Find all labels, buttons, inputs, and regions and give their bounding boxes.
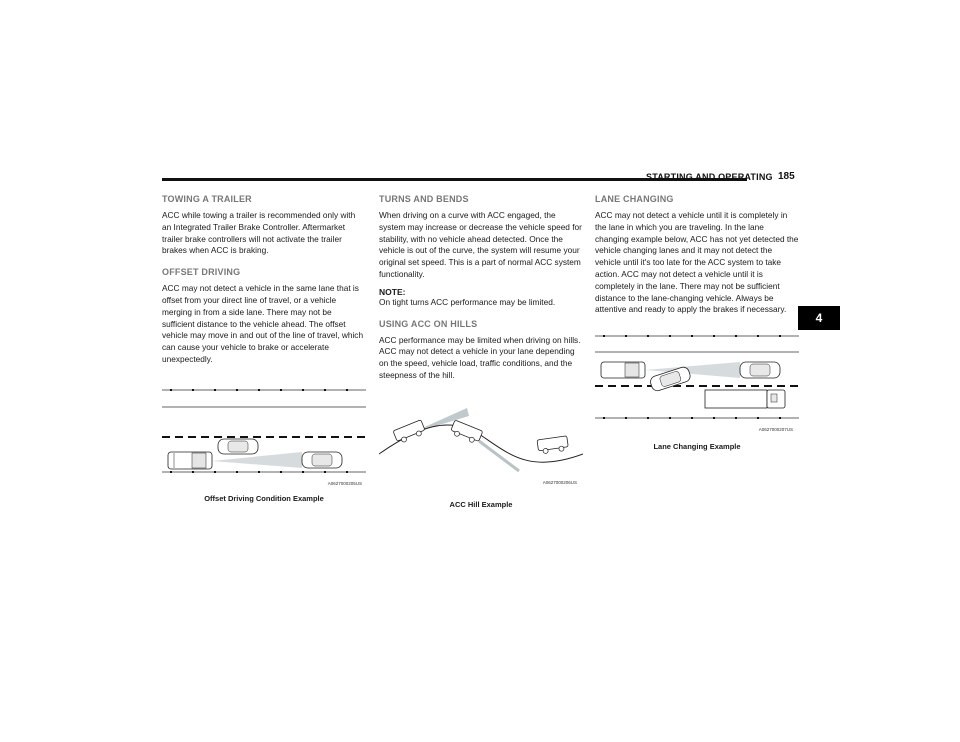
- chapter-tab[interactable]: 4: [798, 306, 840, 330]
- heading-offset-driving: OFFSET DRIVING: [162, 267, 241, 278]
- road-edge-top: [162, 389, 366, 391]
- figure-code: A0627000206US: [542, 479, 577, 485]
- paragraph-towing: ACC while towing a trailer is recommended only with an Integrated Trailer Brake Controller. Aftermarket trailer brake controllers will not activate the trailer brakes when ACC is braking.: [162, 210, 356, 256]
- heading-using-acc-on-hills: USING ACC ON HILLS: [379, 318, 478, 329]
- acc-hill-illustration: [379, 396, 583, 496]
- offset-car: [218, 439, 258, 454]
- road-edge-bottom: [162, 471, 366, 473]
- lead-car: [302, 452, 342, 468]
- host-truck: [601, 362, 645, 378]
- lead-truck-hill: [537, 436, 569, 455]
- caption-lane-changing: Lane Changing Example: [653, 442, 741, 452]
- figure-acc-hill: [379, 396, 583, 509]
- figure-code: A0627000205US: [327, 480, 362, 486]
- heading-turns-and-bends: TURNS AND BENDS: [379, 194, 469, 204]
- offset-driving-illustration: [162, 380, 366, 490]
- paragraph-hills: ACC performance may be limited when driving on hills. ACC may not detect a vehicle in your lane depending on the speed, vehicle load, traffic conditions, and the steepness of the hill.: [379, 334, 581, 380]
- radar-beam-downhill: [479, 441, 519, 471]
- caption-offset-driving: Offset Driving Condition Example: [204, 493, 324, 503]
- header-section-title: STARTING AND OPERATING: [646, 172, 773, 182]
- heading-towing-a-trailer: TOWING A TRAILER: [162, 194, 252, 204]
- host-truck-hill: [393, 420, 426, 445]
- road-edge-bottom: [595, 417, 799, 419]
- page-number: 185: [778, 171, 795, 182]
- column-3: [595, 194, 799, 451]
- figure-code: A0627000207US: [758, 427, 793, 433]
- paragraph-turns: When driving on a curve with ACC engaged, the system may increase or decrease the vehicle speed for stability, with no vehicle ahead detected. Once the vehicle is out of the curve, the system will resume your original set speed. This is a part of normal ACC system functionality.: [379, 210, 582, 279]
- caption-acc-hill: ACC Hill Example: [449, 499, 513, 509]
- note-label: NOTE:: [379, 286, 406, 297]
- host-truck: [168, 452, 212, 469]
- middle-truck-hill: [450, 420, 483, 445]
- lead-car: [740, 362, 780, 378]
- figure-offset-driving: [162, 380, 366, 503]
- lane-changing-illustration: [595, 328, 799, 438]
- heading-lane-changing: LANE CHANGING: [595, 194, 674, 204]
- semi-truck: [705, 390, 785, 408]
- paragraph-offset: ACC may not detect a vehicle in the same lane that is offset from your direct line of travel, or a vehicle merging in from a side lane. There may not be sufficient distance to the vehicle ahead. The offset vehicle may move in and out of the line of travel, which can cause your vehicle to brake or accelerate unexpectedly.: [162, 283, 364, 364]
- paragraph-lane-changing: ACC may not detect a vehicle until it is completely in the lane in which you are traveling. In the lane changing example below, ACC has not yet detected the vehicle changing lanes and it may not detect the vehicle until it's too late for the ACC system to take action. ACC may not detect a vehicle until it is completely in the lane. There may not be sufficient distance to the lane-changing vehicle. Always be attentive and ready to apply the brakes if necessary.: [595, 210, 799, 315]
- road-edge-top: [595, 335, 799, 337]
- column-2: [379, 194, 583, 509]
- note-text: On tight turns ACC performance may be limited.: [379, 296, 556, 307]
- figure-lane-changing: [595, 328, 799, 451]
- column-1: [162, 194, 366, 503]
